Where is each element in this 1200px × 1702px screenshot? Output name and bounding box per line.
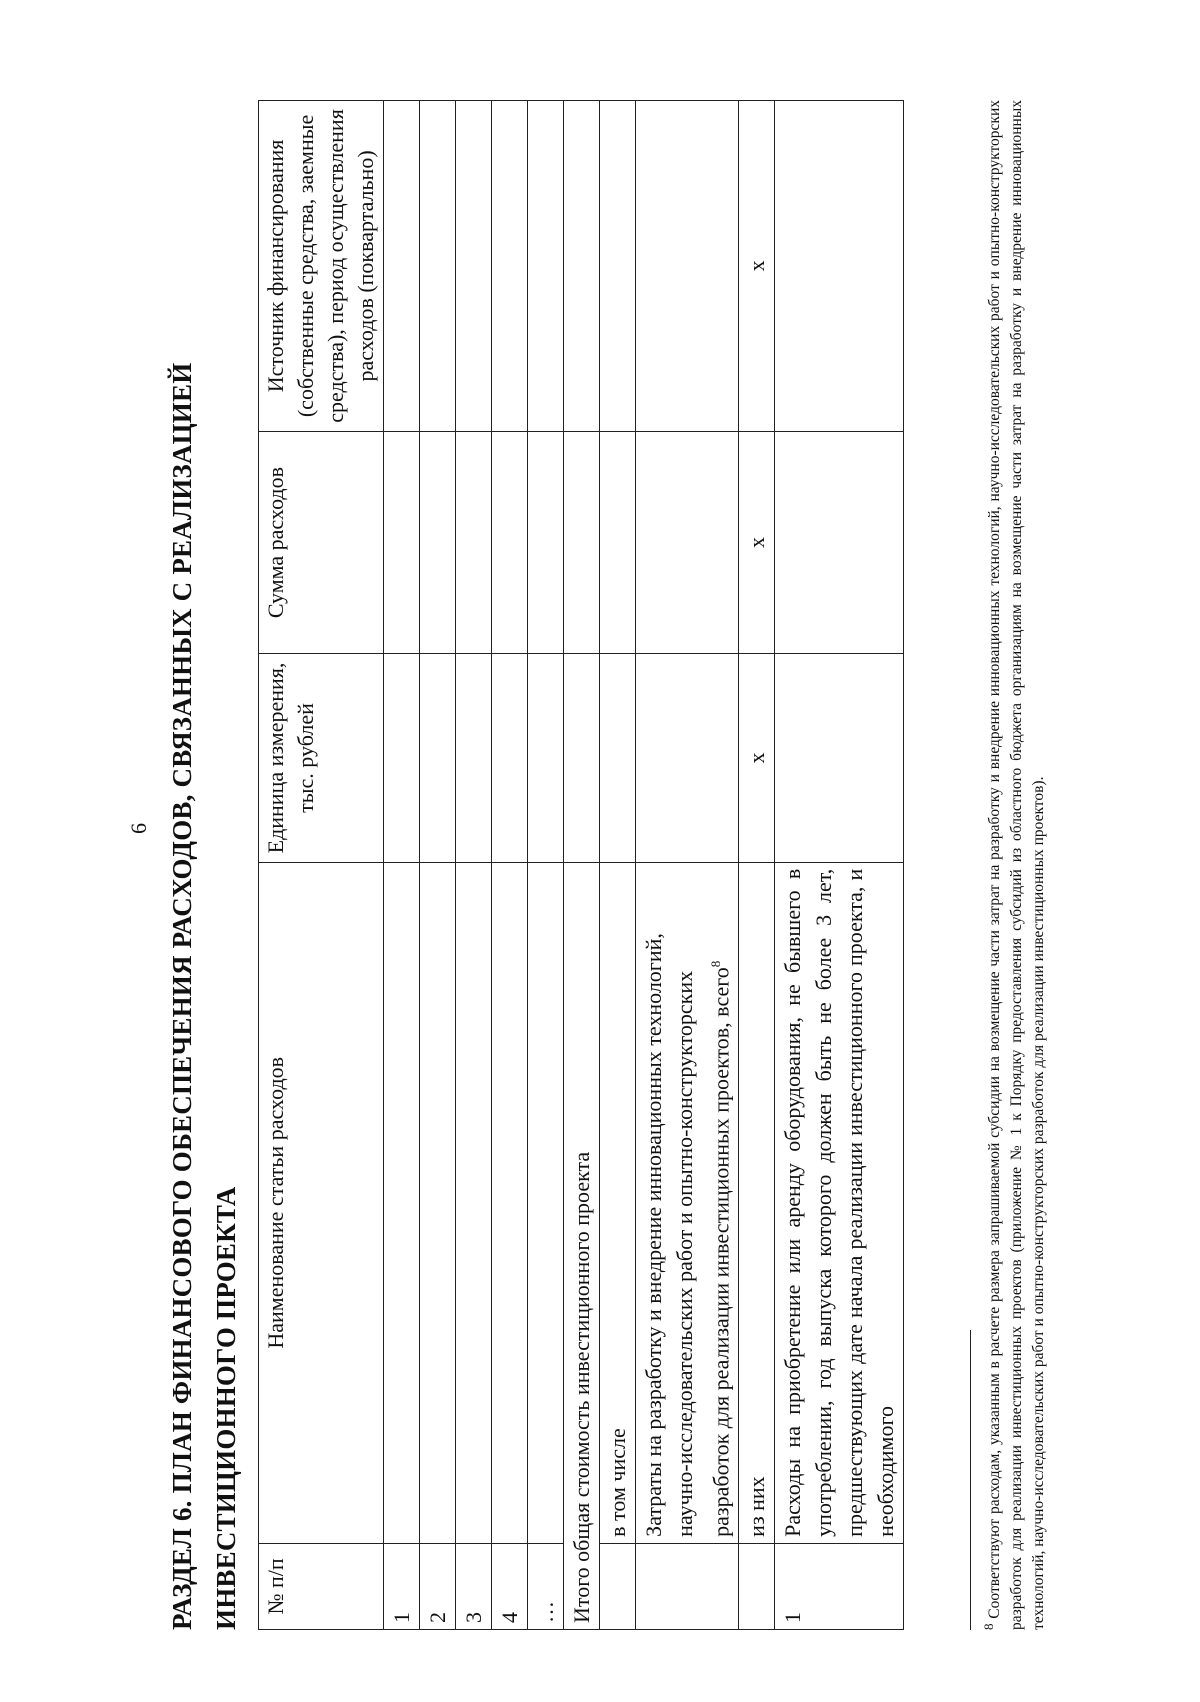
- header-sum: Сумма расходов: [259, 431, 384, 653]
- section-heading: РАЗДЕЛ 6. ПЛАН ФИНАНСОВОГО ОБЕСПЕЧЕНИЯ РАСХОДОВ, СВЯЗАННЫХ С РЕАЛИЗАЦИЕЙ ИНВЕСТИЦИОННОГО ПРОЕКТА: [167, 362, 241, 1630]
- table-header-row: [259, 101, 384, 1630]
- of-them-row: [739, 101, 775, 1630]
- footnote-separator: [970, 1330, 971, 1630]
- table-row: [456, 101, 492, 1630]
- footnote-text: Соответствуют расходам, указанным в расчете размера запрашиваемой субсидии на возмещение части затрат на разработку и внедрение инновационных технологий, научно-исследовательских работ и опытно-конструкторских разработок для реализации инвестиционных проектов (приложение № 1 к Порядку предоставления субсидий из областного бюджета организациям на возмещение части затрат на разработку и внедрение инновационных технологий, научно-исследовательских работ и опытно-конструкторских разработок для реализации инвестиционных проектов).: [986, 100, 1048, 1630]
- total-label: Итого общая стоимость инвестиционного проекта: [564, 862, 600, 1629]
- x-mark: х: [739, 101, 775, 432]
- footnote-ref: 8: [708, 960, 723, 968]
- x-mark: х: [739, 654, 775, 863]
- header-unit: Единица измерения, тыс. рублей: [259, 654, 384, 863]
- header-source: Источник финансирования (собственные средства, заемные средства), период осуществления расходов (поквартально): [259, 101, 384, 432]
- row-num: 3: [456, 1543, 492, 1629]
- table-row: [384, 101, 420, 1630]
- footnote-marker: 8: [981, 1623, 996, 1630]
- financing-plan-table: [258, 100, 904, 1630]
- page-number: 6: [126, 823, 151, 834]
- of-them-label: из них: [739, 862, 775, 1543]
- row-num: 1: [775, 1543, 904, 1629]
- footnote: [978, 100, 1050, 1630]
- header-name: Наименование статьи расходов: [259, 862, 384, 1543]
- equipment-row: [775, 101, 904, 1630]
- in-that-number-label: в том числе: [600, 862, 636, 1543]
- rnd-costs-label: Затраты на разработку и внедрение инновационных технологий, научно-исследовательских работ и опытно-конструкторских разработок для реализации инвестиционных проектов, всего$^8$: [636, 862, 739, 1543]
- table-row: [420, 101, 456, 1630]
- table-row: [492, 101, 528, 1630]
- total-row: [564, 101, 600, 1630]
- row-num: 1: [384, 1543, 420, 1629]
- x-mark: х: [739, 431, 775, 653]
- in-that-number-row: [600, 101, 636, 1630]
- row-num: 2: [420, 1543, 456, 1629]
- row-num: 4: [492, 1543, 528, 1629]
- equipment-label: Расходы на приобретение или аренду оборудования, не бывшего в употреблении, год выпуска которого должен быть не более 3 лет, предшествующих дате начала реализации инвестиционного проекта, и необходимого: [775, 862, 904, 1543]
- rnd-costs-row: [636, 101, 739, 1630]
- header-num: № п/п: [259, 1543, 384, 1629]
- table-row: [528, 101, 564, 1630]
- row-num: …: [528, 1543, 564, 1629]
